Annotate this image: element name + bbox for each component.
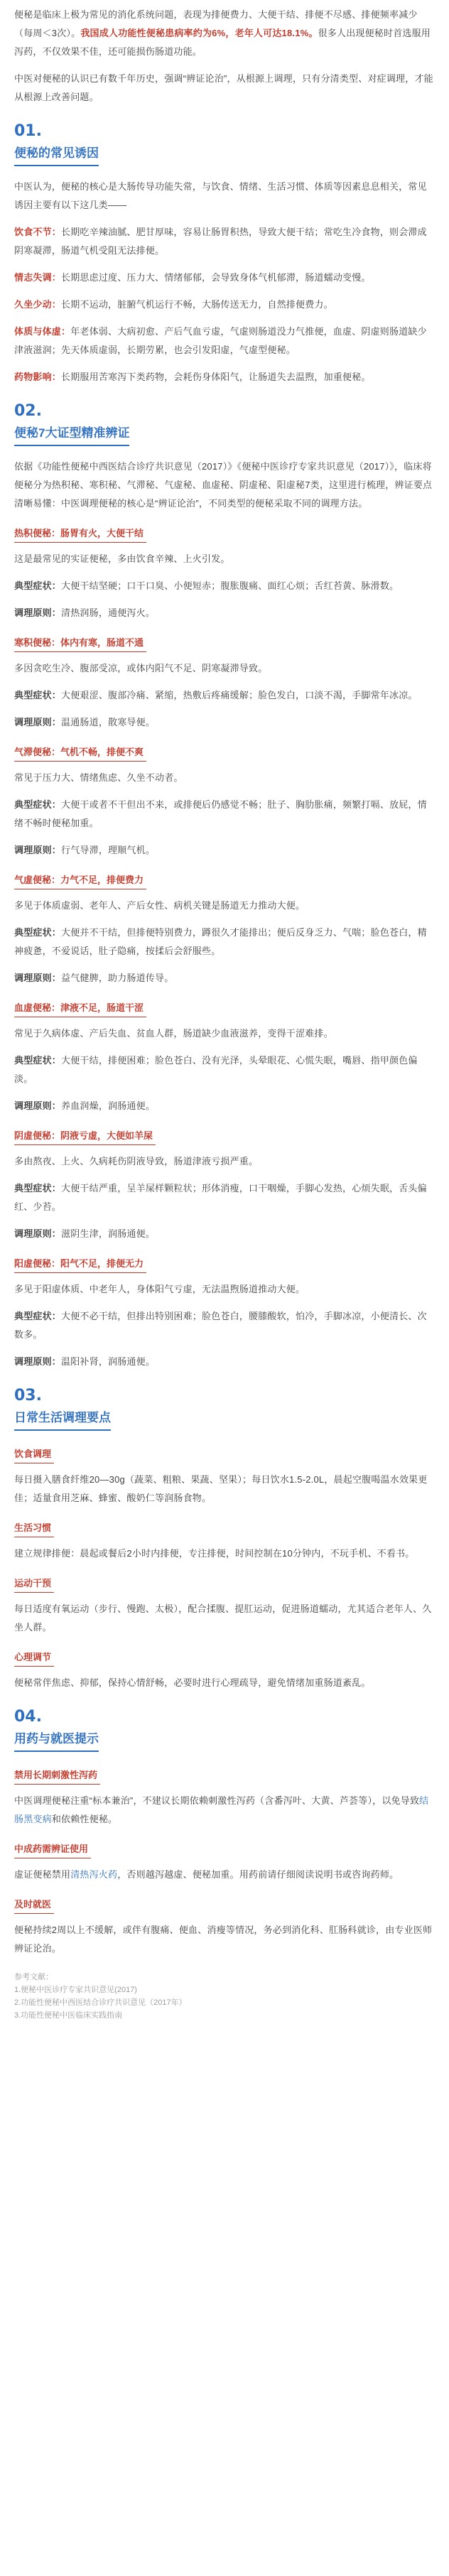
section-1-lead: 中医认为，便秘的核心是大肠传导功能失常，与饮食、情绪、生活习惯、体质等因素息息相关，常见诱因主要有以下这几类—— bbox=[14, 181, 427, 210]
cause-item: 体质与体虚：年老体弱、大病初愈、产后气血亏虚，气虚则肠道没力气推便，血虚、阴虚则肠道缺少津液滋润；先天体质虚弱，长期劳累，也会引发阳虚，气虚型便秘。 bbox=[14, 326, 427, 355]
care-item bbox=[14, 1516, 435, 1563]
care-item-text: 每日适度有氧运动（步行、慢跑、太极），配合揉腹、提肛运动，促进肠道蠕动，尤其适合老年人、久坐人群。 bbox=[14, 1603, 432, 1633]
type-treatment: 调理原则：养血润燥，润肠通便。 bbox=[14, 1100, 156, 1111]
references bbox=[14, 1971, 435, 2022]
care-item bbox=[14, 1645, 435, 1692]
reference-item: 1.便秘中医诊疗专家共识意见(2017) bbox=[14, 1986, 137, 1994]
care-item-text: 便秘常伴焦虑、抑郁，保持心情舒畅，必要时进行心理疏导，避免情绪加重肠道紊乱。 bbox=[14, 1677, 371, 1688]
med-item bbox=[14, 1893, 435, 1958]
med-item-text: 中医调理便秘注重“标本兼治”，不建议长期依赖刺激性泻药（含番泻叶、大黄、芦荟等），以免导致结肠黑变病和依赖性便秘。 bbox=[14, 1795, 429, 1824]
intro-paragraph-2: 中医对便秘的认识已有数千年历史，强调“辨证论治”，从根源上调理，只有分清类型、对症调理，才能从根源上改善问题。 bbox=[14, 73, 433, 102]
med-item-title: 禁用长期刺激性泻药 bbox=[14, 1768, 100, 1785]
intro-highlight: 我国成人功能性便秘患病率约为6%，老年人可达18.1%。 bbox=[80, 28, 318, 38]
reference-item: 2.功能性便秘中西医结合诊疗共识意见（2017年） bbox=[14, 1998, 187, 2007]
care-item-text: 建立规律排便：晨起或餐后2小时内排便，专注排便，时间控制在10分钟内，不玩手机、不看书。 bbox=[14, 1548, 415, 1559]
type-treatment: 调理原则：行气导滞，理顺气机。 bbox=[14, 845, 156, 855]
type-title: 气虚便秘：力气不足，排便费力 bbox=[14, 872, 146, 889]
section-2-number: 02. bbox=[14, 402, 42, 420]
type-desc: 多由熬夜、上火、久病耗伤阴液导致，肠道津液亏损严重。 bbox=[14, 1156, 259, 1167]
med-item-text: 虚证便秘禁用清热泻火药，否则越泻越虚、便秘加重。用药前请仔细阅读说明书或咨询药师。 bbox=[14, 1869, 399, 1880]
type-symptoms: 典型症状：大便干或者不干但出不来，或排便后仍感觉不畅；肚子、胸肋胀痛，频繁打嗝、放屁，情绪不畅时便秘加重。 bbox=[14, 799, 427, 828]
cause-item: 药物影响：长期服用苦寒泻下类药物，会耗伤身体阳气，让肠道失去温煦，加重便秘。 bbox=[14, 372, 371, 382]
type-desc: 多见于阳虚体质、中老年人，身体阳气亏虚，无法温煦肠道推动大便。 bbox=[14, 1284, 305, 1294]
type-treatment: 调理原则：温通肠道，散寒导便。 bbox=[14, 717, 156, 727]
constipation-type bbox=[14, 521, 435, 622]
cause-item: 饮食不节：长期吃辛辣油腻、肥甘厚味，容易让肠胃积热，导致大便干结；常吃生冷食物，则会滞成阴寒凝滞，肠道气机受阻无法排便。 bbox=[14, 227, 427, 256]
references-title: 参考文献： bbox=[14, 1973, 53, 1981]
type-symptoms: 典型症状：大便不必干结，但排出特别困难；脸色苍白，腰膝酸软，怕冷，手脚冰凉，小便清长、次数多。 bbox=[14, 1311, 427, 1340]
type-desc: 常见于压力大、情绪焦虑、久坐不动者。 bbox=[14, 772, 183, 783]
section-2-title: 便秘7大证型精准辨证 bbox=[14, 423, 129, 446]
type-title: 热积便秘：肠胃有火，大便干结 bbox=[14, 526, 146, 543]
section-4-number: 04. bbox=[14, 1708, 42, 1726]
type-treatment: 调理原则：清热润肠，通便泻火。 bbox=[14, 607, 156, 618]
type-title: 血虚便秘：津液不足，肠道干涩 bbox=[14, 1000, 146, 1017]
type-treatment: 调理原则：滋阴生津，润肠通便。 bbox=[14, 1228, 156, 1239]
section-4-title: 用药与就医提示 bbox=[14, 1728, 99, 1752]
intro-text: 便秘是临床上极为常见的消化系统问题，表现为排便费力、大便干结、排便不尽感、排便频率减少（每周＜3次）。 bbox=[14, 9, 418, 38]
care-item-text: 每日摄入膳食纤维20—30g（蔬菜、粗粮、果蔬、坚果）；每日饮水1.5-2.0L，晨起空腹喝温水效果更佳；适量食用芝麻、蜂蜜、酸奶仁等润肠食物。 bbox=[14, 1474, 428, 1503]
section-1-title: 便秘的常见诱因 bbox=[14, 143, 99, 166]
med-item bbox=[14, 1763, 435, 1829]
section-3-number: 03. bbox=[14, 1387, 42, 1405]
type-symptoms: 典型症状：大便干结严重，呈羊屎样颗粒状；形体消瘦，口干咽燥，手脚心发热，心烦失眠，舌头偏红、少苔。 bbox=[14, 1183, 427, 1212]
intro-text-end: 很多人出现便秘时首选服用泻药，不仅效果不佳，还可能损伤肠道功能。 bbox=[14, 28, 431, 57]
type-title: 阳虚便秘：阳气不足，排便无力 bbox=[14, 1256, 146, 1273]
constipation-type bbox=[14, 996, 435, 1115]
type-title: 阴虚便秘：阴液亏虚，大便如羊屎 bbox=[14, 1128, 156, 1145]
constipation-type bbox=[14, 631, 435, 732]
cause-item: 久坐少动：长期不运动，脏腑气机运行不畅，大肠传送无力，自然排便费力。 bbox=[14, 299, 333, 310]
type-symptoms: 典型症状：大便艰涩、腹部冷痛、紧缩，热敷后疼痛缓解；脸色发白，口淡不渴，手脚常年冰凉。 bbox=[14, 690, 418, 700]
care-item-title: 运动干预 bbox=[14, 1576, 54, 1593]
type-treatment: 调理原则：益气健脾，助力肠道传导。 bbox=[14, 973, 174, 983]
care-item bbox=[14, 1442, 435, 1508]
med-item-title: 中成药需辨证使用 bbox=[14, 1841, 91, 1858]
cause-item: 情志失调：长期思虑过度、压力大、情绪郁郁，会导致身体气机郁滞，肠道蠕动变慢。 bbox=[14, 272, 371, 283]
type-treatment: 调理原则：温阳补肾，润肠通便。 bbox=[14, 1356, 156, 1367]
type-title: 气滞便秘：气机不畅，排便不爽 bbox=[14, 745, 146, 762]
reference-item: 3.功能性便秘中医临床实践指南 bbox=[14, 2011, 123, 2020]
intro-paragraph-1 bbox=[14, 6, 435, 61]
type-title: 寒积便秘：体内有寒，肠道不通 bbox=[14, 635, 146, 652]
type-desc: 多因贪吃生冷、腹部受凉，或体内阳气不足、阴寒凝滞导致。 bbox=[14, 663, 268, 673]
constipation-type bbox=[14, 1252, 435, 1371]
care-item bbox=[14, 1571, 435, 1637]
constipation-type bbox=[14, 868, 435, 987]
med-item-text: 便秘持续2周以上不缓解，或伴有腹痛、便血、消瘦等情况，务必到消化科、肛肠科就诊，由专业医师辨证论治。 bbox=[14, 1925, 433, 1954]
care-item-title: 生活习惯 bbox=[14, 1520, 54, 1537]
type-symptoms: 典型症状：大便干结坚硬；口干口臭、小便短赤；腹胀腹痛、面红心烦；舌红苔黄、脉滑数。 bbox=[14, 580, 399, 591]
care-item-title: 心理调节 bbox=[14, 1650, 54, 1667]
care-item-title: 饮食调理 bbox=[14, 1446, 54, 1463]
med-item-title: 及时就医 bbox=[14, 1897, 54, 1914]
section-2-lead: 依据《功能性便秘中西医结合诊疗共识意见（2017）》《便秘中医诊疗专家共识意见（2017）》，临床将便秘分为热积秘、寒积秘、气滞秘、气虚秘、血虚秘、阴虚秘、阳虚秘7类，这里进行梳理，辨证要点清晰易懂：中医调理便秘的核心是“辨证论治”，不同类型的便秘采取不同的调理方法。 bbox=[14, 461, 433, 509]
term-link[interactable]: 结肠黑变病 bbox=[14, 1795, 429, 1824]
type-desc: 常见于久病体虚、产后失血、贫血人群，肠道缺少血液滋养，变得干涩难排。 bbox=[14, 1028, 333, 1039]
constipation-type bbox=[14, 1124, 435, 1243]
type-desc: 多见于体质虚弱、老年人、产后女性、病机关键是肠道无力推动大便。 bbox=[14, 900, 305, 911]
section-3-title: 日常生活调理要点 bbox=[14, 1407, 111, 1431]
constipation-type bbox=[14, 740, 435, 860]
type-desc: 这是最常见的实证便秘，多由饮食辛辣、上火引发。 bbox=[14, 553, 230, 564]
type-symptoms: 典型症状：大便并不干结，但排便特别费力，蹲很久才能排出；便后反身乏力、气喘；脸色苍白，精神疲惫，不爱说话，肚子隐痛，按揉后会舒服些。 bbox=[14, 927, 427, 956]
term-link[interactable]: 清热泻火药 bbox=[70, 1869, 118, 1880]
type-symptoms: 典型症状：大便干结，排便困难；脸色苍白、没有光泽，头晕眼花、心慌失眠，嘴唇、指甲颜色偏淡。 bbox=[14, 1055, 418, 1084]
section-1-number: 01. bbox=[14, 122, 42, 140]
med-item bbox=[14, 1837, 435, 1884]
